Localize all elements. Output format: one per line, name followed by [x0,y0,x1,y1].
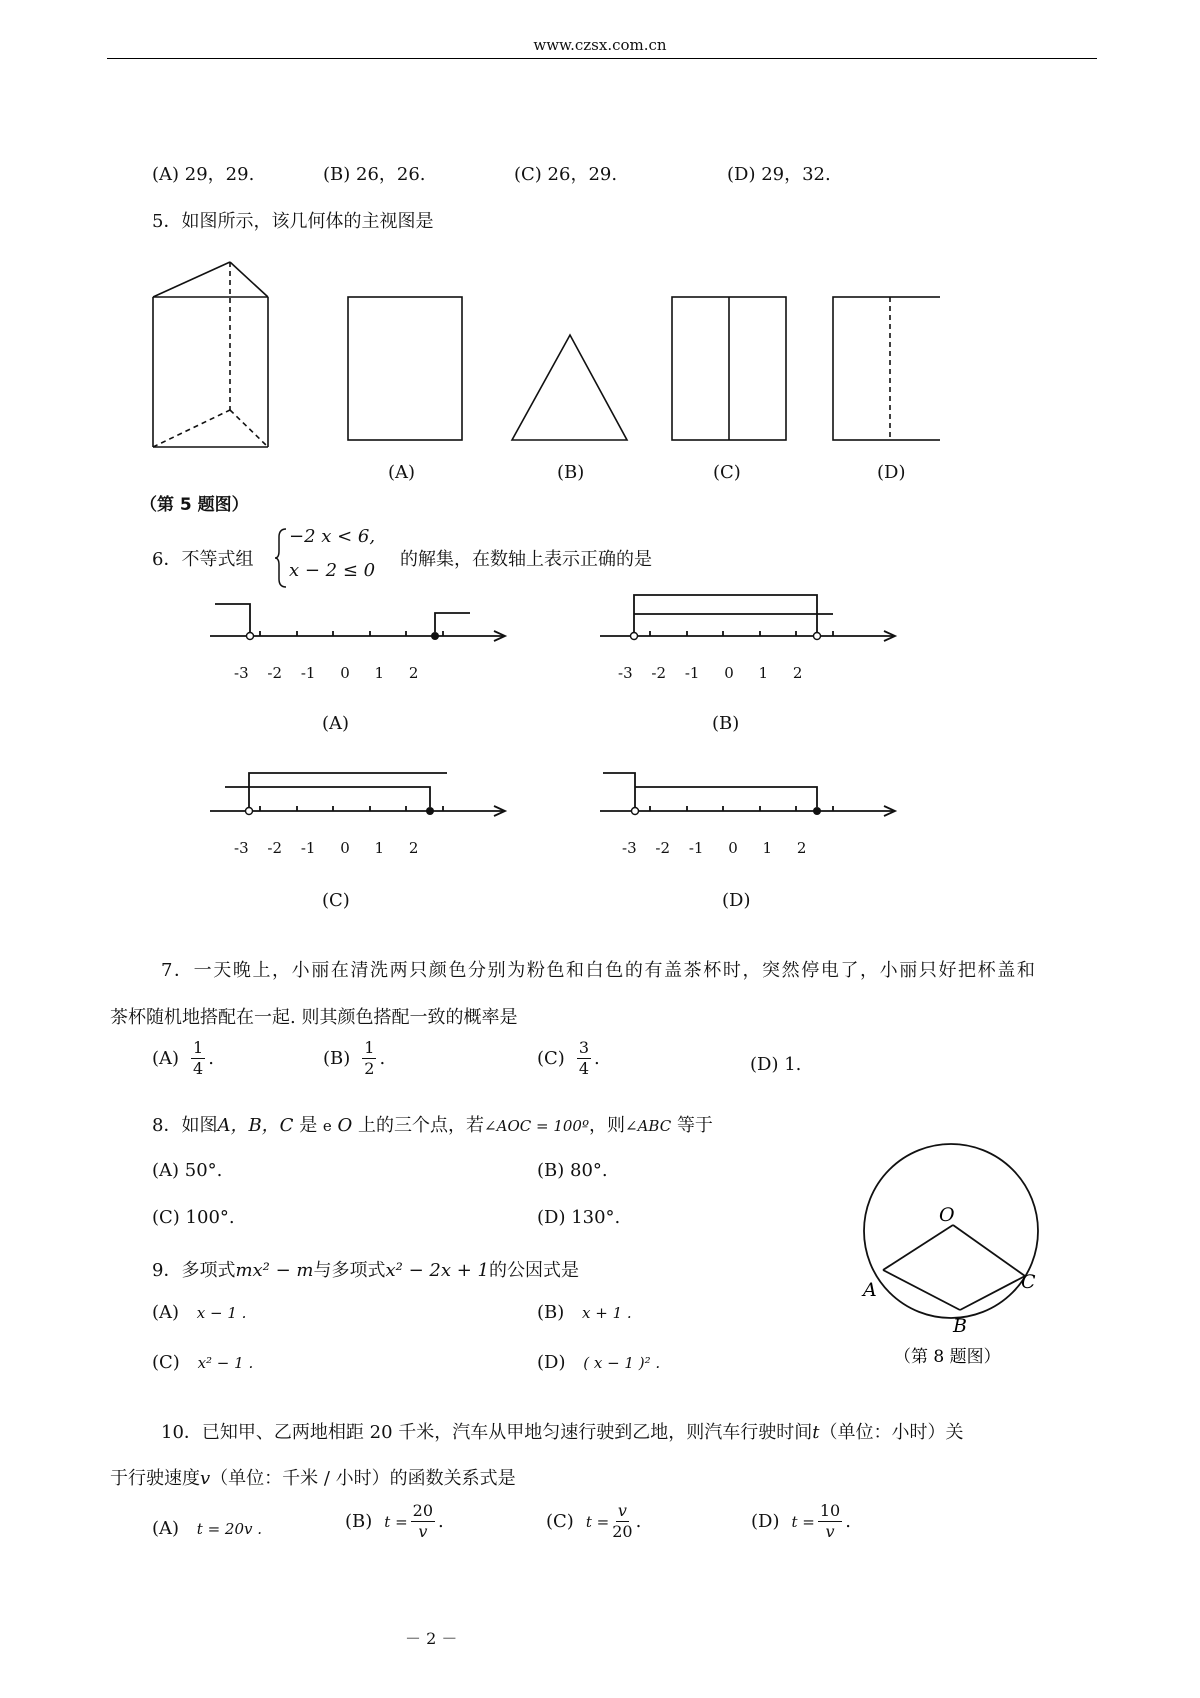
q8-stem-part: 是 [299,1115,318,1136]
q10-stem-part: （单位：千米 / 小时）的函数关系式是 [210,1468,516,1489]
option-label: (B) [537,1302,565,1323]
q5-label-c: (C) [713,462,741,483]
q5-option-d-rect-dashed-line [833,297,940,440]
q8-stem [152,1111,713,1137]
tick-label: 1 [762,839,773,857]
q8-stem-part: ，则 [589,1115,626,1136]
option-expression: ( x − 1 )² . [583,1354,661,1372]
option-expression: x² − 1 . [197,1354,254,1372]
q6-inequality-1: −2 x < 6, [289,526,376,547]
open-circle-icon [632,808,639,815]
open-circle-icon [631,633,638,640]
denominator: 2 [364,1059,375,1078]
q4-option-c: (C) 26，29. [514,164,618,185]
tick-label: -1 [688,839,704,857]
q10-option-a [152,1518,262,1539]
q8-center-o: O [337,1115,353,1136]
tick-label: 1 [374,664,385,682]
point-o-label: O [939,1204,955,1226]
q10-var-v: v [200,1468,211,1489]
tick-label: 1 [758,664,769,682]
q10-stem-part: 于行驶速度 [110,1468,200,1489]
q9-poly1: mx² − m [235,1260,314,1281]
tick-label: -2 [267,839,283,857]
fraction [362,1040,376,1077]
option-label: (C) [546,1511,574,1532]
q9-stem-part: 9．多项式 [152,1260,236,1281]
fraction [411,1503,435,1540]
q5-option-a-rectangle [348,297,462,440]
tick-label: -3 [234,839,249,857]
open-circle-icon [814,633,821,640]
q8-option-a: (A) 50°. [152,1160,223,1181]
q9-stem-part: 的公因式是 [488,1260,579,1281]
q5-prism-figure [153,262,268,447]
q7-option-d: (D) 1. [750,1054,802,1075]
q8-option-c: (C) 100°. [152,1207,235,1228]
q9-option-b [537,1302,632,1323]
q8-figure-caption: （第 8 题图） [894,1347,1001,1367]
numerator: 20 [412,1501,434,1520]
numerator: 1 [193,1038,204,1057]
q4-option-a: (A) 29，29. [152,164,255,185]
option-label: (A) [152,1048,180,1069]
tick-label: 0 [340,664,350,682]
q5-label-d: (D) [877,462,906,483]
denominator: 4 [193,1059,204,1078]
option-label: (B) [345,1511,373,1532]
q10-option-b: (B) t = $\frac{20}{v}$ . [345,1501,444,1541]
q6-ticks-c [234,839,418,857]
q7-stem-line2: 茶杯随机地搭配在一起. 则其颜色搭配一致的概率是 [110,1007,518,1028]
fraction [818,1503,842,1540]
option-label: (D) [751,1511,780,1532]
q8-points: A，B，C [217,1115,294,1136]
q10-stem-part: （单位：小时）关 [819,1422,964,1443]
q7-option-b: (B) $\frac{1}{2}$ . [323,1038,386,1078]
tick-label: 2 [792,664,803,682]
numerator: 3 [578,1038,590,1057]
fraction [612,1503,632,1540]
tick-label: -1 [684,664,700,682]
option-expression: t = 20v . [196,1520,263,1538]
q6-label-b: (B) [712,713,740,734]
option-lhs: t = [585,1512,610,1531]
q8-angle-aoc: ∠AOC = 100º [484,1117,590,1135]
option-lhs: t = [384,1512,408,1531]
q5-figure-caption: （第 5 题图） [140,495,249,515]
q5-option-c-rect-solid-line [672,297,786,440]
filled-circle-icon [431,632,439,640]
q5-stem: 5．如图所示，该几何体的主视图是 [152,211,434,232]
tick-label: -2 [267,664,283,682]
option-label: (A) [152,1302,180,1323]
q8-option-d: (D) 130°. [537,1207,621,1228]
q6-ticks-d [622,839,806,857]
q5-option-b-triangle [512,335,627,440]
header-rule [107,58,1097,59]
denominator: v [418,1522,428,1541]
tick-label: -3 [618,664,633,682]
denominator: 4 [578,1059,590,1078]
q6-system-brace [274,527,288,589]
q4-option-b: (B) 26，26. [323,164,426,185]
option-expression: x + 1 . [582,1304,632,1322]
q5-figures [140,255,940,455]
q10-stem-line1 [161,1418,963,1444]
point-c-label: C [1021,1271,1036,1293]
tick-label: 2 [796,839,807,857]
q7-stem-line1: 7．一天晚上，小丽在清洗两只颜色分别为粉色和白色的有盖茶杯时，突然停电了，小丽只好把杯盖和 [161,960,1037,981]
q6-label-a: (A) [322,713,350,734]
q8-stem-part: 等于 [676,1115,713,1136]
denominator: 20 [612,1522,633,1541]
tick-label: -1 [300,839,316,857]
page-header-site: www.czsx.com.cn [533,36,667,54]
q8-stem-part: 8．如图 [152,1115,218,1136]
q9-stem-part: 与多项式 [313,1260,386,1281]
numerator: 1 [364,1038,375,1057]
tick-label: 2 [408,664,419,682]
q10-option-c: (C) t = $\frac{v}{20}$ . [546,1501,642,1541]
q7-option-a: (A) $\frac{1}{4}$ . [152,1038,214,1078]
option-expression: x − 1 . [196,1304,247,1322]
circle-o [864,1144,1038,1318]
open-circle-icon [247,633,254,640]
q9-poly2: x² − 2x + 1 [385,1260,489,1281]
q9-option-c [152,1352,253,1373]
denominator: v [825,1522,835,1541]
q6-label-c: (C) [322,890,350,911]
tick-label: 0 [340,839,350,857]
q9-stem [152,1256,579,1282]
q10-stem-part: 10．已知甲、乙两地相距 20 千米，汽车从甲地匀速行驶到乙地，则汽车行驶时间 [161,1422,813,1443]
option-label: (D) [537,1352,566,1373]
tick-label: -3 [234,664,249,682]
tick-label: -3 [622,839,637,857]
option-label: (A) [152,1518,180,1539]
q6-stem-suffix: 的解集，在数轴上表示正确的是 [400,549,652,570]
q10-stem-line2 [110,1464,516,1490]
point-b-label: B [953,1315,967,1337]
option-lhs: t = [791,1512,815,1531]
q8-stem-part: 上的三个点，若 [358,1115,485,1136]
tick-label: 0 [728,839,738,857]
tick-label: -2 [651,664,667,682]
tick-label: -1 [300,664,316,682]
fraction [577,1040,591,1077]
q10-option-d: (D) t = $\frac{10}{v}$ . [751,1501,851,1541]
tick-label: 2 [408,839,419,857]
filled-circle-icon [813,807,821,815]
q9-option-d [537,1352,660,1373]
q8-option-b: (B) 80°. [537,1160,608,1181]
fraction [191,1040,205,1077]
open-circle-icon [246,808,253,815]
q8-circle-figure [856,1136,1056,1376]
q10-var-t: t [812,1422,820,1443]
q8-angle-abc: ∠ABC [625,1117,672,1135]
numerator: 10 [819,1501,841,1520]
option-label: (C) [152,1352,180,1373]
filled-circle-icon [426,807,434,815]
q5-label-a: (A) [388,462,416,483]
tick-label: -2 [655,839,671,857]
tick-label: 1 [374,839,385,857]
q6-ticks-b [618,664,802,682]
q9-option-a [152,1302,246,1323]
page-number: － 2 － [405,1629,458,1648]
q6-inequality-2: x − 2 ≤ 0 [289,560,376,581]
option-label: (B) [323,1048,351,1069]
option-label: (C) [537,1048,565,1069]
q4-option-d: (D) 29，32. [727,164,831,185]
q6-label-d: (D) [722,890,751,911]
q6-stem-prefix: 6．不等式组 [152,549,254,570]
tick-label: 0 [724,664,734,682]
q8-circle-symbol: e [322,1117,332,1135]
q6-ticks-a [234,664,418,682]
q7-option-c: (C) $\frac{3}{4}$ . [537,1038,600,1078]
point-a-label: A [863,1279,877,1301]
q5-label-b: (B) [557,462,585,483]
numerator: v [617,1501,627,1520]
